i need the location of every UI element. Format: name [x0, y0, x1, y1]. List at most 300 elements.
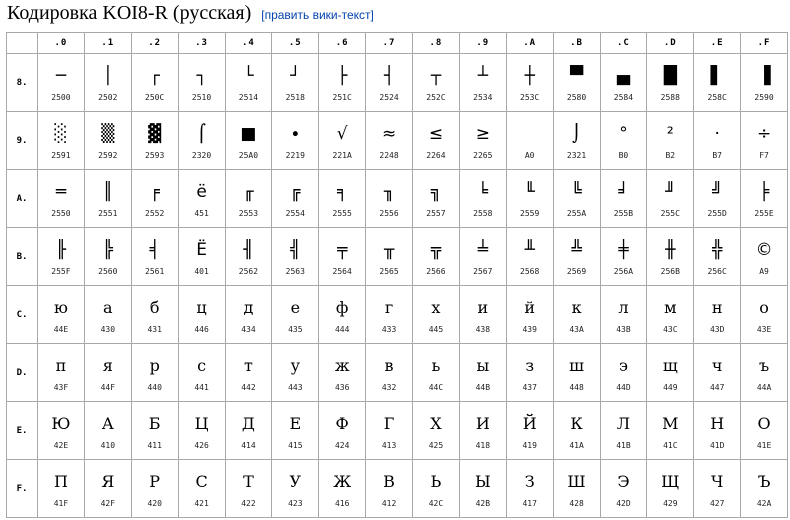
- unicode-codepoint: 430: [100, 324, 116, 334]
- character-glyph: │: [102, 65, 113, 86]
- unicode-codepoint: 423: [288, 498, 303, 508]
- unicode-codepoint: 2552: [145, 208, 165, 218]
- character-glyph: Ь: [430, 471, 442, 491]
- character-glyph: ╠: [102, 239, 113, 260]
- character-glyph: Ъ: [757, 471, 771, 491]
- column-header: .5: [272, 33, 319, 54]
- code-cell: [178, 54, 225, 112]
- code-cell: [225, 344, 272, 402]
- edit-section: [261, 8, 374, 22]
- unicode-codepoint: 448: [569, 382, 584, 392]
- character-glyph: Х: [430, 413, 442, 433]
- unicode-codepoint: 2500: [51, 92, 71, 102]
- unicode-codepoint: 43D: [709, 324, 725, 334]
- character-glyph: ╗: [430, 181, 442, 202]
- column-header-row: [7, 33, 788, 54]
- unicode-codepoint: 442: [241, 382, 256, 392]
- code-cell: [225, 402, 272, 460]
- character-glyph: с: [197, 355, 207, 375]
- unicode-codepoint: 2556: [379, 208, 399, 218]
- code-cell: [459, 402, 506, 460]
- unicode-codepoint: 432: [381, 382, 397, 392]
- code-cell: [366, 170, 413, 228]
- unicode-codepoint: 255C: [660, 208, 680, 218]
- code-cell: [553, 54, 600, 112]
- code-cell: [366, 402, 413, 460]
- table-row: [7, 228, 788, 286]
- code-cell: [319, 402, 366, 460]
- table-row: [7, 286, 788, 344]
- character-glyph: ▌: [710, 65, 724, 86]
- unicode-codepoint: 255E: [754, 208, 774, 218]
- unicode-codepoint: 41E: [756, 440, 772, 450]
- character-glyph: ┬: [430, 65, 442, 86]
- unicode-codepoint: 437: [522, 382, 537, 392]
- character-glyph: ▒: [101, 123, 115, 144]
- code-cell: [366, 344, 413, 402]
- code-cell: [178, 112, 225, 170]
- character-glyph: Э: [617, 471, 630, 491]
- unicode-codepoint: 2557: [426, 208, 446, 218]
- character-glyph: Б: [148, 413, 161, 433]
- column-header: .F: [741, 33, 788, 54]
- code-cell: [741, 228, 788, 286]
- character-glyph: К: [570, 413, 583, 433]
- unicode-codepoint: 43C: [663, 324, 678, 334]
- unicode-codepoint: 42E: [53, 440, 69, 450]
- character-glyph: ╫: [665, 239, 676, 260]
- unicode-codepoint: 256A: [613, 266, 634, 276]
- unicode-codepoint: 2580: [566, 92, 587, 102]
- character-glyph: ш: [569, 355, 584, 375]
- character-glyph: Г: [383, 413, 395, 433]
- character-glyph: ÷: [756, 123, 772, 144]
- unicode-codepoint: 413: [381, 440, 397, 450]
- code-cell: [131, 170, 178, 228]
- unicode-codepoint: 2562: [238, 266, 259, 276]
- character-glyph: ╡: [149, 239, 160, 260]
- code-cell: [553, 460, 600, 518]
- unicode-codepoint: 44D: [616, 382, 631, 392]
- unicode-codepoint: 2550: [51, 208, 71, 218]
- character-glyph: й: [524, 297, 536, 317]
- code-cell: [600, 54, 647, 112]
- unicode-codepoint: A0: [524, 150, 535, 160]
- unicode-codepoint: 42B: [475, 498, 491, 508]
- code-cell: [38, 112, 85, 170]
- code-cell: [459, 228, 506, 286]
- character-glyph: э: [618, 355, 628, 375]
- unicode-codepoint: 2320: [191, 150, 212, 160]
- character-glyph: ≤: [428, 123, 444, 144]
- unicode-codepoint: 445: [428, 324, 444, 334]
- code-cell: [131, 344, 178, 402]
- character-glyph: ╧: [477, 239, 488, 260]
- unicode-codepoint: 2592: [98, 150, 118, 160]
- unicode-codepoint: 418: [475, 440, 491, 450]
- page-heading: [7, 2, 374, 28]
- column-header: .A: [506, 33, 553, 54]
- code-cell: [600, 344, 647, 402]
- character-glyph: ┐: [196, 65, 207, 86]
- unicode-codepoint: 255A: [566, 208, 587, 218]
- table-row: [7, 344, 788, 402]
- code-cell: [506, 112, 553, 170]
- character-glyph: Т: [243, 471, 254, 491]
- unicode-codepoint: 2561: [145, 266, 165, 276]
- character-glyph: █: [663, 65, 677, 86]
- character-glyph: я: [102, 355, 113, 375]
- character-glyph: а: [103, 297, 113, 317]
- column-header: .B: [553, 33, 600, 54]
- code-cell: [84, 170, 131, 228]
- column-header: .9: [459, 33, 506, 54]
- code-cell: [741, 112, 788, 170]
- code-cell: [38, 344, 85, 402]
- code-cell: [38, 54, 85, 112]
- code-cell: [506, 460, 553, 518]
- code-cell: [413, 402, 460, 460]
- character-glyph: И: [475, 413, 490, 433]
- code-cell: [272, 344, 319, 402]
- character-glyph: н: [711, 297, 723, 317]
- unicode-codepoint: 42A: [756, 498, 772, 508]
- code-cell: [553, 228, 600, 286]
- character-glyph: Ж: [333, 471, 352, 491]
- code-cell: [694, 170, 741, 228]
- unicode-codepoint: 2560: [98, 266, 118, 276]
- code-cell: [553, 344, 600, 402]
- character-glyph: Ш: [567, 471, 586, 491]
- character-glyph: С: [195, 471, 208, 491]
- code-cell: [506, 228, 553, 286]
- code-cell: [459, 54, 506, 112]
- unicode-codepoint: 447: [709, 382, 725, 392]
- unicode-codepoint: 431: [147, 324, 162, 334]
- character-glyph: ц: [196, 297, 207, 317]
- code-cell: [272, 112, 319, 170]
- character-glyph: ╥: [383, 239, 395, 260]
- character-glyph: ╘: [477, 181, 488, 202]
- code-cell: [178, 344, 225, 402]
- code-cell: [272, 170, 319, 228]
- unicode-codepoint: 2534: [473, 92, 493, 102]
- character-glyph: ═: [55, 181, 67, 202]
- column-header: .4: [225, 33, 272, 54]
- code-cell: [413, 460, 460, 518]
- character-glyph: у: [290, 355, 301, 375]
- code-cell: [506, 344, 553, 402]
- character-glyph: ╤: [337, 239, 348, 260]
- unicode-codepoint: 44C: [428, 382, 444, 392]
- character-glyph: щ: [662, 355, 678, 375]
- character-glyph: ╜: [665, 181, 676, 202]
- unicode-codepoint: 2565: [379, 266, 399, 276]
- character-glyph: ╩: [571, 239, 582, 260]
- code-cell: [647, 170, 694, 228]
- unicode-codepoint: 446: [194, 324, 209, 334]
- unicode-codepoint: 2559: [520, 208, 540, 218]
- character-glyph: ь: [431, 355, 441, 375]
- unicode-codepoint: 425: [428, 440, 444, 450]
- code-cell: [413, 54, 460, 112]
- character-glyph: м: [664, 297, 677, 317]
- unicode-codepoint: 415: [288, 440, 303, 450]
- column-header: .7: [366, 33, 413, 54]
- code-cell: [38, 170, 85, 228]
- row-header: D.: [7, 344, 38, 402]
- code-cell: [459, 170, 506, 228]
- unicode-codepoint: 2554: [285, 208, 305, 218]
- character-glyph: о: [759, 297, 769, 317]
- character-glyph: Ё: [196, 239, 207, 260]
- character-glyph: в: [384, 355, 394, 375]
- unicode-codepoint: 422: [241, 498, 256, 508]
- row-header: B.: [7, 228, 38, 286]
- unicode-codepoint: 2588: [660, 92, 680, 102]
- code-cell: [272, 286, 319, 344]
- character-glyph: ю: [53, 297, 68, 317]
- column-header: .8: [413, 33, 460, 54]
- character-glyph: ё: [196, 181, 207, 202]
- koi8r-code-table: [6, 32, 788, 518]
- character-glyph: б: [149, 297, 160, 317]
- unicode-codepoint: 41A: [569, 440, 584, 450]
- unicode-codepoint: 2593: [145, 150, 165, 160]
- character-glyph: ┼: [524, 65, 535, 86]
- character-glyph: ▓: [148, 123, 162, 144]
- unicode-codepoint: 420: [147, 498, 162, 508]
- code-cell: [225, 228, 272, 286]
- code-cell: [741, 170, 788, 228]
- code-cell: [741, 286, 788, 344]
- character-glyph: [507, 119, 553, 149]
- code-cell: [459, 112, 506, 170]
- character-glyph: ╕: [337, 181, 348, 202]
- code-cell: [647, 286, 694, 344]
- character-glyph: е: [290, 297, 301, 317]
- character-glyph: ©: [755, 239, 773, 260]
- character-glyph: т: [244, 355, 253, 375]
- unicode-codepoint: 2264: [426, 150, 446, 160]
- unicode-codepoint: 43B: [616, 324, 631, 334]
- row-header: F.: [7, 460, 38, 518]
- unicode-codepoint: 258C: [707, 92, 727, 102]
- code-cell: [506, 170, 553, 228]
- unicode-codepoint: 421: [194, 498, 209, 508]
- edit-wikitext-link[interactable]: [править вики-текст]: [261, 8, 374, 22]
- character-glyph: Й: [522, 413, 537, 433]
- unicode-codepoint: 221A: [332, 150, 352, 160]
- column-header: .D: [647, 33, 694, 54]
- code-cell: [38, 228, 85, 286]
- unicode-codepoint: 250C: [145, 92, 165, 102]
- unicode-codepoint: 44B: [475, 382, 491, 392]
- code-cell: [459, 286, 506, 344]
- character-glyph: ╦: [430, 239, 442, 260]
- unicode-codepoint: 411: [147, 440, 162, 450]
- table-body: [7, 54, 788, 518]
- code-cell: [741, 344, 788, 402]
- unicode-codepoint: B2: [665, 150, 676, 160]
- unicode-codepoint: 255D: [707, 208, 727, 218]
- unicode-codepoint: 2248: [379, 150, 399, 160]
- unicode-codepoint: 25A0: [238, 150, 259, 160]
- character-glyph: ≈: [381, 123, 397, 144]
- character-glyph: ▐: [757, 65, 771, 86]
- unicode-codepoint: 41F: [53, 498, 69, 508]
- character-glyph: л: [618, 297, 629, 317]
- code-cell: [694, 402, 741, 460]
- character-glyph: ╪: [618, 239, 629, 260]
- unicode-codepoint: 44A: [756, 382, 772, 392]
- unicode-codepoint: 435: [288, 324, 303, 334]
- code-cell: [84, 460, 131, 518]
- character-glyph: ²: [666, 123, 674, 144]
- code-cell: [647, 54, 694, 112]
- unicode-codepoint: 429: [663, 498, 678, 508]
- code-cell: [319, 460, 366, 518]
- code-cell: [413, 344, 460, 402]
- unicode-codepoint: 2518: [285, 92, 305, 102]
- unicode-codepoint: 2568: [520, 266, 540, 276]
- column-header: .3: [178, 33, 225, 54]
- code-cell: [38, 286, 85, 344]
- character-glyph: ╢: [243, 239, 254, 260]
- unicode-codepoint: 2566: [426, 266, 446, 276]
- unicode-codepoint: 256C: [707, 266, 727, 276]
- character-glyph: ≥: [475, 123, 490, 144]
- table-row: [7, 54, 788, 112]
- character-glyph: ┘: [290, 65, 301, 86]
- unicode-codepoint: 438: [475, 324, 491, 334]
- unicode-codepoint: 401: [194, 266, 209, 276]
- unicode-codepoint: A9: [759, 266, 769, 276]
- unicode-codepoint: 417: [522, 498, 537, 508]
- code-cell: [178, 286, 225, 344]
- code-cell: [84, 344, 131, 402]
- code-cell: [366, 286, 413, 344]
- character-glyph: Я: [101, 471, 115, 491]
- code-cell: [366, 54, 413, 112]
- unicode-codepoint: 252C: [426, 92, 446, 102]
- code-cell: [600, 460, 647, 518]
- code-cell: [178, 228, 225, 286]
- code-cell: [600, 286, 647, 344]
- unicode-codepoint: 449: [663, 382, 678, 392]
- character-glyph: ъ: [758, 355, 770, 375]
- character-glyph: з: [525, 355, 535, 375]
- character-glyph: Ы: [474, 471, 491, 491]
- character-glyph: ·: [714, 123, 720, 144]
- unicode-codepoint: 2514: [238, 92, 259, 102]
- code-cell: [694, 112, 741, 170]
- character-glyph: √: [336, 123, 348, 144]
- code-cell: [84, 54, 131, 112]
- unicode-codepoint: 441: [194, 382, 209, 392]
- character-glyph: М: [662, 413, 679, 433]
- character-glyph: ╣: [290, 239, 301, 260]
- code-cell: [272, 460, 319, 518]
- unicode-codepoint: 2591: [51, 150, 71, 160]
- character-glyph: ─: [55, 65, 67, 86]
- character-glyph: х: [431, 297, 441, 317]
- table-row: [7, 170, 788, 228]
- character-glyph: ж: [334, 355, 350, 375]
- character-glyph: ╒: [149, 181, 160, 202]
- character-glyph: ╔: [290, 181, 301, 202]
- code-cell: [741, 460, 788, 518]
- unicode-codepoint: 2590: [754, 92, 774, 102]
- character-glyph: В: [383, 471, 395, 491]
- unicode-codepoint: 443: [288, 382, 303, 392]
- code-cell: [506, 402, 553, 460]
- character-glyph: ╝: [712, 181, 723, 202]
- table-row: [7, 402, 788, 460]
- character-glyph: ╓: [243, 181, 254, 202]
- code-cell: [225, 460, 272, 518]
- code-cell: [694, 344, 741, 402]
- column-header: .E: [694, 33, 741, 54]
- character-glyph: к: [571, 297, 582, 317]
- unicode-codepoint: 444: [334, 324, 350, 334]
- code-cell: [553, 170, 600, 228]
- character-glyph: ├: [337, 65, 348, 86]
- unicode-codepoint: 434: [241, 324, 256, 334]
- character-glyph: ▄: [616, 65, 630, 86]
- unicode-codepoint: 41C: [663, 440, 678, 450]
- code-cell: [506, 286, 553, 344]
- character-glyph: ы: [476, 355, 490, 375]
- code-cell: [225, 286, 272, 344]
- code-cell: [319, 170, 366, 228]
- character-glyph: О: [757, 413, 771, 433]
- code-cell: [694, 460, 741, 518]
- column-header: .1: [84, 33, 131, 54]
- unicode-codepoint: 42F: [100, 498, 116, 508]
- row-header: 9.: [7, 112, 38, 170]
- code-cell: [319, 344, 366, 402]
- code-cell: [600, 112, 647, 170]
- code-cell: [553, 402, 600, 460]
- character-glyph: ╞: [758, 181, 770, 202]
- code-cell: [694, 286, 741, 344]
- unicode-codepoint: 256B: [660, 266, 680, 276]
- character-glyph: р: [149, 355, 160, 375]
- code-cell: [38, 460, 85, 518]
- character-glyph: ┤: [383, 65, 395, 86]
- unicode-codepoint: 2553: [238, 208, 259, 218]
- character-glyph: ■: [240, 123, 257, 144]
- code-cell: [553, 286, 600, 344]
- unicode-codepoint: 2555: [332, 208, 352, 218]
- code-cell: [694, 54, 741, 112]
- unicode-codepoint: 428: [569, 498, 584, 508]
- code-cell: [647, 344, 694, 402]
- table-row: [7, 460, 788, 518]
- code-cell: [272, 54, 319, 112]
- code-cell: [366, 112, 413, 170]
- code-cell: [84, 228, 131, 286]
- unicode-codepoint: 451: [194, 208, 209, 218]
- unicode-codepoint: 419: [522, 440, 537, 450]
- code-cell: [178, 402, 225, 460]
- page-title: Кодировка KOI8-R (русская): [7, 2, 252, 24]
- code-cell: [366, 460, 413, 518]
- character-glyph: Н: [710, 413, 725, 433]
- code-cell: [225, 112, 272, 170]
- unicode-codepoint: 426: [194, 440, 209, 450]
